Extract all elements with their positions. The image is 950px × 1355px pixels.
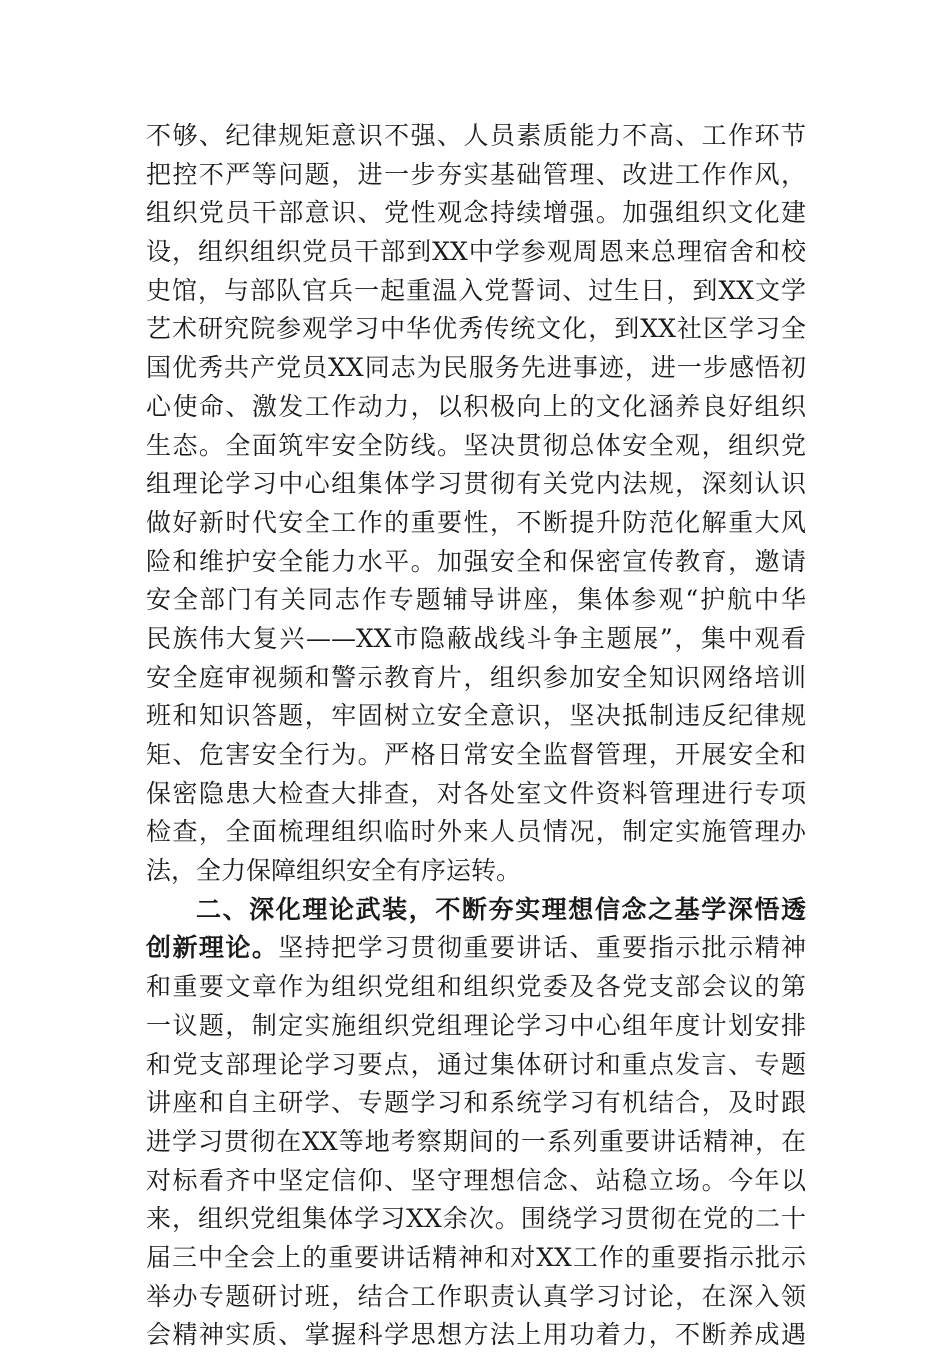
document-body (146, 117, 806, 1355)
text-line: 艺术研究院参观学习中华优秀传统文化，到XX社区学习全 (146, 314, 806, 344)
text-line: 和重要文章作为组织党组和组织党委及各党支部会议的第 (146, 972, 806, 1002)
text-line: 做好新时代安全工作的重要性，不断提升防范化解重大风 (146, 507, 806, 537)
text-line: 险和维护安全能力水平。加强安全和保密宣传教育，邀请 (146, 546, 806, 576)
text-span: 坚持把学习贯彻重要讲话、重要指示批示精神 (278, 933, 806, 963)
text-line: 安全部门有关同志作专题辅导讲座，集体参观“护航中华 (146, 585, 806, 615)
text-line: 把控不严等问题，进一步夯实基础管理、改进工作作风， (146, 159, 806, 189)
text-line: 班和知识答题，牢固树立安全意识，坚决抵制违反纪律规 (146, 701, 806, 731)
text-line: 法，全力保障组织安全有序运转。 (146, 856, 522, 886)
text-line: 进学习贯彻在XX等地考察期间的一系列重要讲话精神，在 (146, 1126, 806, 1156)
text-line: 来，组织党组集体学习XX余次。围绕学习贯彻在党的二十 (146, 1204, 806, 1234)
text-line: 一议题，制定实施组织党组理论学习中心组年度计划安排 (146, 1010, 806, 1040)
text-line: 对标看齐中坚定信仰、坚守理想信念、站稳立场。今年以 (146, 1165, 806, 1195)
section-heading: 二、深化理论武装，不断夯实理想信念之基学深悟透 (196, 894, 806, 924)
text-line: 民族伟大复兴——XX市隐蔽战线斗争主题展”，集中观看 (146, 623, 806, 653)
text-line: 讲座和自主研学、专题学习和系统学习有机结合，及时跟 (146, 1088, 806, 1118)
text-line: 保密隐患大检查大排查，对各处室文件资料管理进行专项 (146, 778, 806, 808)
text-line: 设，组织组织党员干部到XX中学参观周恩来总理宿舍和校 (146, 237, 806, 267)
text-line: 和党支部理论学习要点，通过集体研讨和重点发言、专题 (146, 1049, 806, 1079)
text-line: 组理论学习中心组集体学习贯彻有关党内法规，深刻认识 (146, 469, 806, 499)
text-line: 会精神实质、掌握科学思想方法上用功着力，不断养成遇 (146, 1320, 806, 1350)
text-line: 组织党员干部意识、党性观念持续增强。加强组织文化建 (146, 198, 806, 228)
text-line: 不够、纪律规矩意识不强、人员素质能力不高、工作环节 (146, 121, 806, 150)
text-line: 生态。全面筑牢安全防线。坚决贯彻总体安全观，组织党 (146, 430, 806, 460)
section-heading-continued: 创新理论。 (146, 933, 279, 963)
text-line: 检查，全面梳理组织临时外来人员情况，制定实施管理办 (146, 817, 806, 847)
text-line: 安全庭审视频和警示教育片，组织参加安全知识网络培训 (146, 662, 806, 692)
text-line (146, 929, 806, 968)
text-line: 史馆，与部队官兵一起重温入党誓词、过生日，到XX文学 (146, 275, 806, 305)
text-line: 矩、危害安全行为。严格日常安全监督管理，开展安全和 (146, 740, 806, 769)
text-line: 心使命、激发工作动力，以积极向上的文化涵养良好组织 (146, 391, 806, 421)
text-line: 举办专题研讨班，结合工作职责认真学习讨论，在深入领 (146, 1281, 806, 1311)
text-line: 国优秀共产党员XX同志为民服务先进事迹，进一步感悟初 (146, 353, 806, 383)
text-line: 届三中全会上的重要讲话精神和对XX工作的重要指示批示 (146, 1242, 806, 1272)
